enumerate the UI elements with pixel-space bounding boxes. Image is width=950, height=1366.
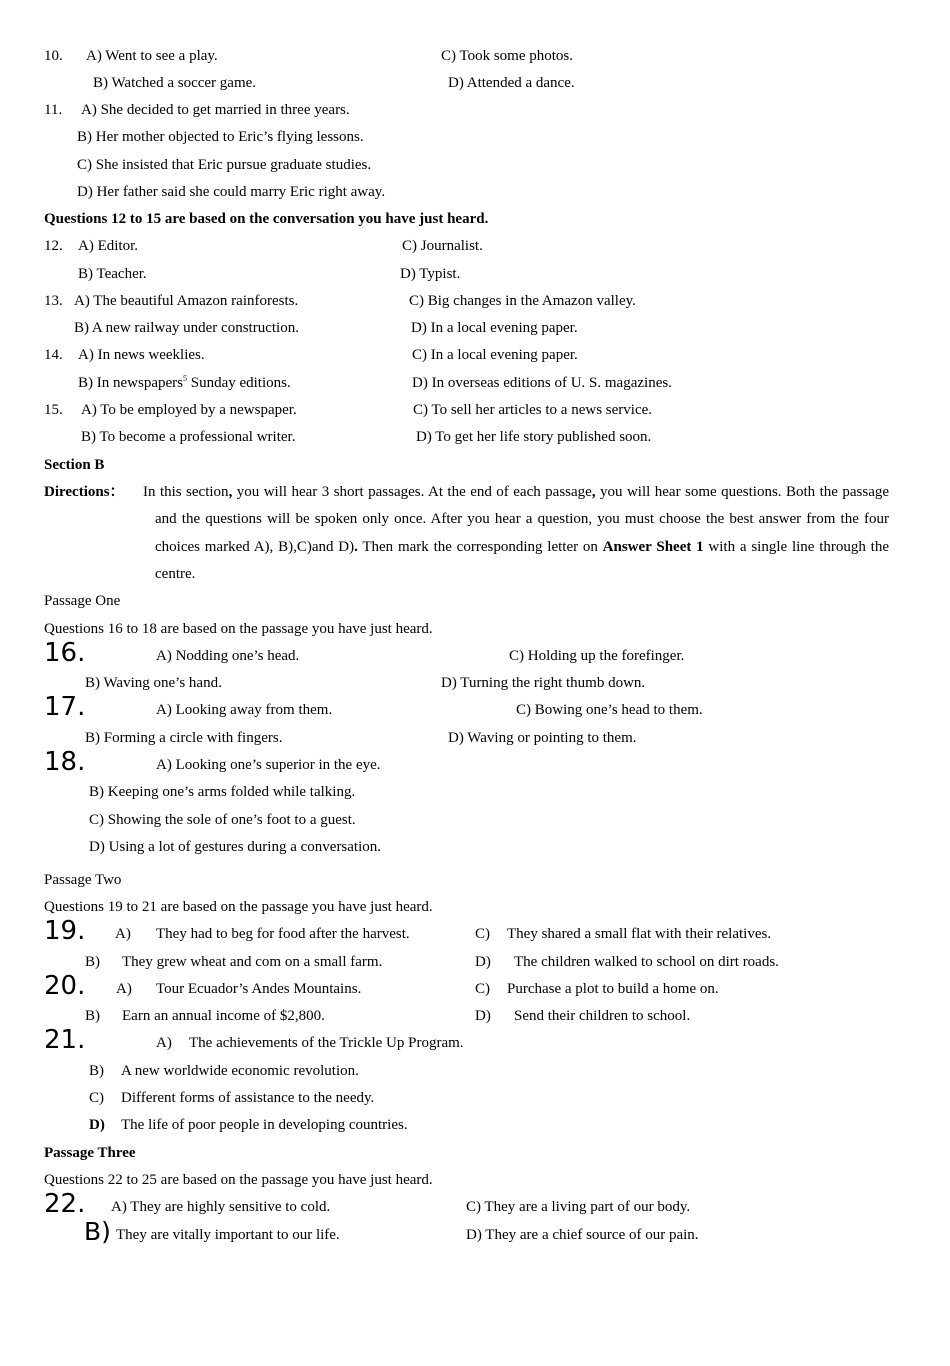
q10-number: 10. bbox=[44, 48, 63, 64]
q19-option-b: They grew wheat and com on a small farm. bbox=[122, 954, 383, 970]
q18-option-d: D) Using a lot of gestures during a conversation. bbox=[89, 839, 382, 855]
q20-option-a: Tour Ecuador’s Andes Mountains. bbox=[156, 981, 362, 997]
passage-two-title: Passage Two bbox=[44, 872, 122, 888]
q20-option-a-label: A) bbox=[116, 981, 132, 997]
q11-option-c: C) She insisted that Eric pursue graduate studies. bbox=[77, 157, 372, 173]
q10-option-b: B) Watched a soccer game. bbox=[93, 75, 257, 91]
q13-number: 13. bbox=[44, 293, 63, 309]
q18-number: 18. bbox=[44, 747, 86, 777]
q13-option-b: B) A new railway under construction. bbox=[74, 320, 299, 336]
q22-option-b-label: B) bbox=[84, 1217, 111, 1246]
q13-option-c: C) Big changes in the Amazon valley. bbox=[409, 293, 636, 309]
q20-option-c: Purchase a plot to build a home on. bbox=[507, 981, 719, 997]
q18-option-a: A) Looking one’s superior in the eye. bbox=[156, 757, 381, 773]
q21-option-d: The life of poor people in developing countries. bbox=[121, 1117, 408, 1133]
directions-text: In this section, you will hear 3 short passages. At the end of each passage, you will hear some questions. Both the passage and the questions will be spoken only once. After you hear a question, you must choose the best answer from the four choices marked A), B),C)and D). Then mark the corresponding letter on Answer Sheet 1 with a single line through the centre. bbox=[143, 484, 890, 582]
q13-option-d: D) In a local evening paper. bbox=[411, 320, 578, 336]
q17-option-c: C) Bowing one’s head to them. bbox=[516, 702, 703, 718]
q17-option-d: D) Waving or pointing to them. bbox=[448, 730, 637, 746]
q16-number: 16. bbox=[44, 638, 86, 668]
q20-number: 20. bbox=[44, 971, 86, 1001]
q12-option-c: C) Journalist. bbox=[402, 238, 483, 254]
passage-two-intro: Questions 19 to 21 are based on the passage you have just heard. bbox=[44, 899, 433, 915]
q12-option-b: B) Teacher. bbox=[78, 266, 147, 282]
q15-option-a: A) To be employed by a newspaper. bbox=[81, 402, 297, 418]
q19-option-c: They shared a small flat with their relatives. bbox=[507, 926, 772, 942]
passage-one-title: Passage One bbox=[44, 593, 121, 609]
footnote-mark: 5 bbox=[182, 374, 187, 383]
q16-option-b: B) Waving one’s hand. bbox=[85, 675, 222, 691]
q10-option-a: A) Went to see a play. bbox=[86, 48, 218, 64]
questions-12-15-heading: Questions 12 to 15 are based on the conversation you have just heard. bbox=[44, 211, 489, 227]
q19-option-a-label: A) bbox=[115, 926, 131, 942]
q15-number: 15. bbox=[44, 402, 63, 418]
q11-option-a: A) She decided to get married in three years. bbox=[81, 102, 350, 118]
q22-option-d: D) They are a chief source of our pain. bbox=[466, 1227, 699, 1243]
passage-three-title: Passage Three bbox=[44, 1145, 136, 1161]
q19-number: 19. bbox=[44, 916, 86, 946]
q21-option-a: The achievements of the Trickle Up Program. bbox=[189, 1035, 464, 1051]
q17-option-b: B) Forming a circle with fingers. bbox=[85, 730, 283, 746]
q15-option-d: D) To get her life story published soon. bbox=[416, 429, 652, 445]
q21-option-d-label: D) bbox=[89, 1117, 105, 1133]
passage-three-intro: Questions 22 to 25 are based on the passage you have just heard. bbox=[44, 1172, 433, 1188]
q22-option-b: They are vitally important to our life. bbox=[116, 1227, 340, 1243]
q20-option-d: Send their children to school. bbox=[514, 1008, 691, 1024]
q19-option-d: The children walked to school on dirt roads. bbox=[514, 954, 779, 970]
directions-label: Directions： bbox=[44, 484, 125, 500]
q16-option-d: D) Turning the right thumb down. bbox=[441, 675, 646, 691]
q19-option-c-label: C) bbox=[475, 926, 490, 942]
q11-option-d: D) Her father said she could marry Eric right away. bbox=[77, 184, 386, 200]
q20-option-d-label: D) bbox=[475, 1008, 491, 1024]
q20-option-c-label: C) bbox=[475, 981, 490, 997]
q22-number: 22. bbox=[44, 1189, 86, 1219]
q20-option-b: Earn an annual income of $2,800. bbox=[122, 1008, 325, 1024]
q12-option-a: A) Editor. bbox=[78, 238, 138, 254]
q11-option-b: B) Her mother objected to Eric’s flying lessons. bbox=[77, 129, 364, 145]
q19-option-d-label: D) bbox=[475, 954, 491, 970]
q10-option-d: D) Attended a dance. bbox=[448, 75, 575, 91]
q10-option-c: C) Took some photos. bbox=[441, 48, 574, 64]
q14-number: 14. bbox=[44, 347, 63, 363]
q13-option-a: A) The beautiful Amazon rainforests. bbox=[74, 293, 299, 309]
q15-option-c: C) To sell her articles to a news service. bbox=[413, 402, 653, 418]
q21-option-a-label: A) bbox=[156, 1035, 172, 1051]
q16-option-c: C) Holding up the forefinger. bbox=[509, 648, 685, 664]
q14-option-c: C) In a local evening paper. bbox=[412, 347, 578, 363]
q15-option-b: B) To become a professional writer. bbox=[81, 429, 296, 445]
q21-option-b-label: B) bbox=[89, 1063, 104, 1079]
q22-option-c: C) They are a living part of our body. bbox=[466, 1199, 691, 1215]
q21-option-c-label: C) bbox=[89, 1090, 104, 1106]
q11-number: 11. bbox=[44, 102, 63, 118]
q14-option-b: B) In newspapers$^5$ Sunday editions. bbox=[78, 374, 291, 391]
q14-option-a: A) In news weeklies. bbox=[78, 347, 205, 363]
q20-option-b-label: B) bbox=[85, 1008, 100, 1024]
passage-one-intro: Questions 16 to 18 are based on the passage you have just heard. bbox=[44, 621, 433, 637]
q16-option-a: A) Nodding one’s head. bbox=[156, 648, 300, 664]
q18-option-c: C) Showing the sole of one’s foot to a guest. bbox=[89, 812, 356, 828]
q21-option-c: Different forms of assistance to the needy. bbox=[121, 1090, 375, 1106]
q12-number: 12. bbox=[44, 238, 63, 254]
q19-option-a: They had to beg for food after the harvest. bbox=[156, 926, 410, 942]
q14-option-d: D) In overseas editions of U. S. magazines. bbox=[412, 375, 672, 391]
q19-option-b-label: B) bbox=[85, 954, 100, 970]
q17-number: 17. bbox=[44, 692, 86, 722]
q12-option-d: D) Typist. bbox=[400, 266, 461, 282]
q22-option-a: A) They are highly sensitive to cold. bbox=[111, 1199, 331, 1215]
q18-option-b: B) Keeping one’s arms folded while talking. bbox=[89, 784, 356, 800]
q21-option-b: A new worldwide economic revolution. bbox=[121, 1063, 359, 1079]
section-b-heading: Section B bbox=[44, 457, 105, 473]
q17-option-a: A) Looking away from them. bbox=[156, 702, 333, 718]
q21-number: 21. bbox=[44, 1025, 86, 1055]
